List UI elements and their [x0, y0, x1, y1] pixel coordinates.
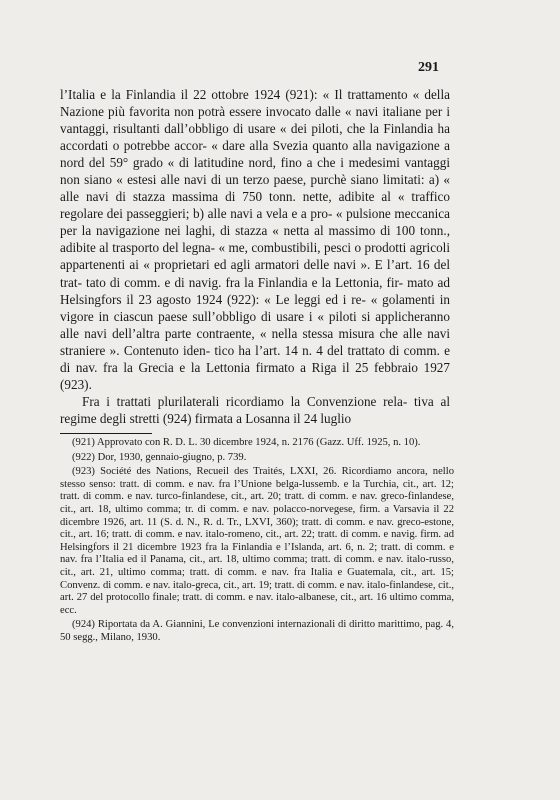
footnote-924: (924) Riportata da A. Giannini, Le convenzioni internazionali di diritto marittimo, pag. 4, 50 segg., Milano, 1930. [60, 619, 454, 643]
footnotes [60, 437, 454, 645]
footnote-923: (923) Société des Nations, Recueil des Traités, LXXI, 26. Ricordiamo ancora, nello stesso senso: tratt. di comm. e nav. fra l’Unione belga-lussemb. e la Turchia, cit., art. 12; tratt. di comm. e nav. turco-finlandese, cit., art. 20; tratt. di comm. e nav. greco-finlandese, cit., art. 18, ultimo comma; tr. di comm. e nav. polacco-norvegese, firm. a Varsavia il 22 dicembre 1926, art. 11 (S. d. N., R. d. Tr., LXVI, 360); tratt. di comm. e nav. greco-estone, cit., art. 16; tratt. di comm. e nav. italo-romeno, cit., art. 22; tratt. di comm. e navig. firm. ad Helsingfors il 21 dicembre 1923 fra la Finlandia e l’Islanda, art. 6, n. 2; tratt. di comm. e nav. fra l’Italia ed il Panama, cit., art. 18, ultimo comma; tratt. di comm. e nav. italo-russo, cit., art. 21, ultimo comma; tratt. di comm. e nav. fra Italia e Guatemala, cit., art. 15; Convenz. di comm. e nav. italo-greca, cit., art. 19; tratt. di comm. e nav. italo-finlandese, cit., art. 27 del protocollo finale; tratt. di comm. e nav. italo-albanese, cit., art. 16 ultimo comma, ecc. [60, 466, 454, 616]
page-number: 291 [418, 60, 439, 75]
footnote-separator [60, 433, 152, 434]
footnote-921: (921) Approvato con R. D. L. 30 dicembre 1924, n. 2176 (Gazz. Uff. 1925, n. 10). [72, 437, 421, 448]
main-text [60, 86, 450, 427]
paragraph-2: Fra i trattati plurilaterali ricordiamo la Convenzione rela- tiva al regime degli stretti (924) firmata a Losanna il 24 luglio [60, 393, 450, 426]
footnote-922: (922) Dor, 1930, gennaio-giugno, p. 739. [72, 451, 247, 463]
paragraph-1: l’Italia e la Finlandia il 22 ottobre 1924 (921): « Il trattamento « della Nazione più favorita non potrà essere invocato dalle « navi italiane per i vantaggi, risultanti dall’obbligo di usare « dei piloti, che la Finlandia ha accordati o potrebbe accor- « dare alla Svezia quanto alla navigazione a nord del 59° grado « di latitudine nord, fino a che i medesimi vantaggi non siano « estesi alle navi di un terzo paese, purchè siano limitati: a) « alle navi di stazza massima di 750 tonn. nette, adibite al « traffico regolare dei passeggieri; b) alle navi a vela e a pro- « pulsione meccanica per la navigazione nei laghi, di stazza « netta al massimo di 100 tonn., adibite al trasporto del legna- « me, combustibili, pesci o prodotti agricoli appartenenti ai « proprietari ed agli armatori delle navi ». E l’art. 16 del trat- tato di comm. e di navig. fra la Finlandia e la Lettonia, fir- mato ad Helsingfors il 23 agosto 1924 (922): « Le leggi ed i re- « golamenti in vigore in ciascun paese sull’obbligo di usare i « piloti si applicheranno alle navi dell’altra parte contraente, « nella stessa misura che alle navi straniere ». Contenuto iden- tico ha l’art. 14 n. 4 del trattato di comm. e di nav. fra la Grecia e la Lettonia firmato a Riga il 25 febbraio 1927 (923). [60, 87, 450, 392]
